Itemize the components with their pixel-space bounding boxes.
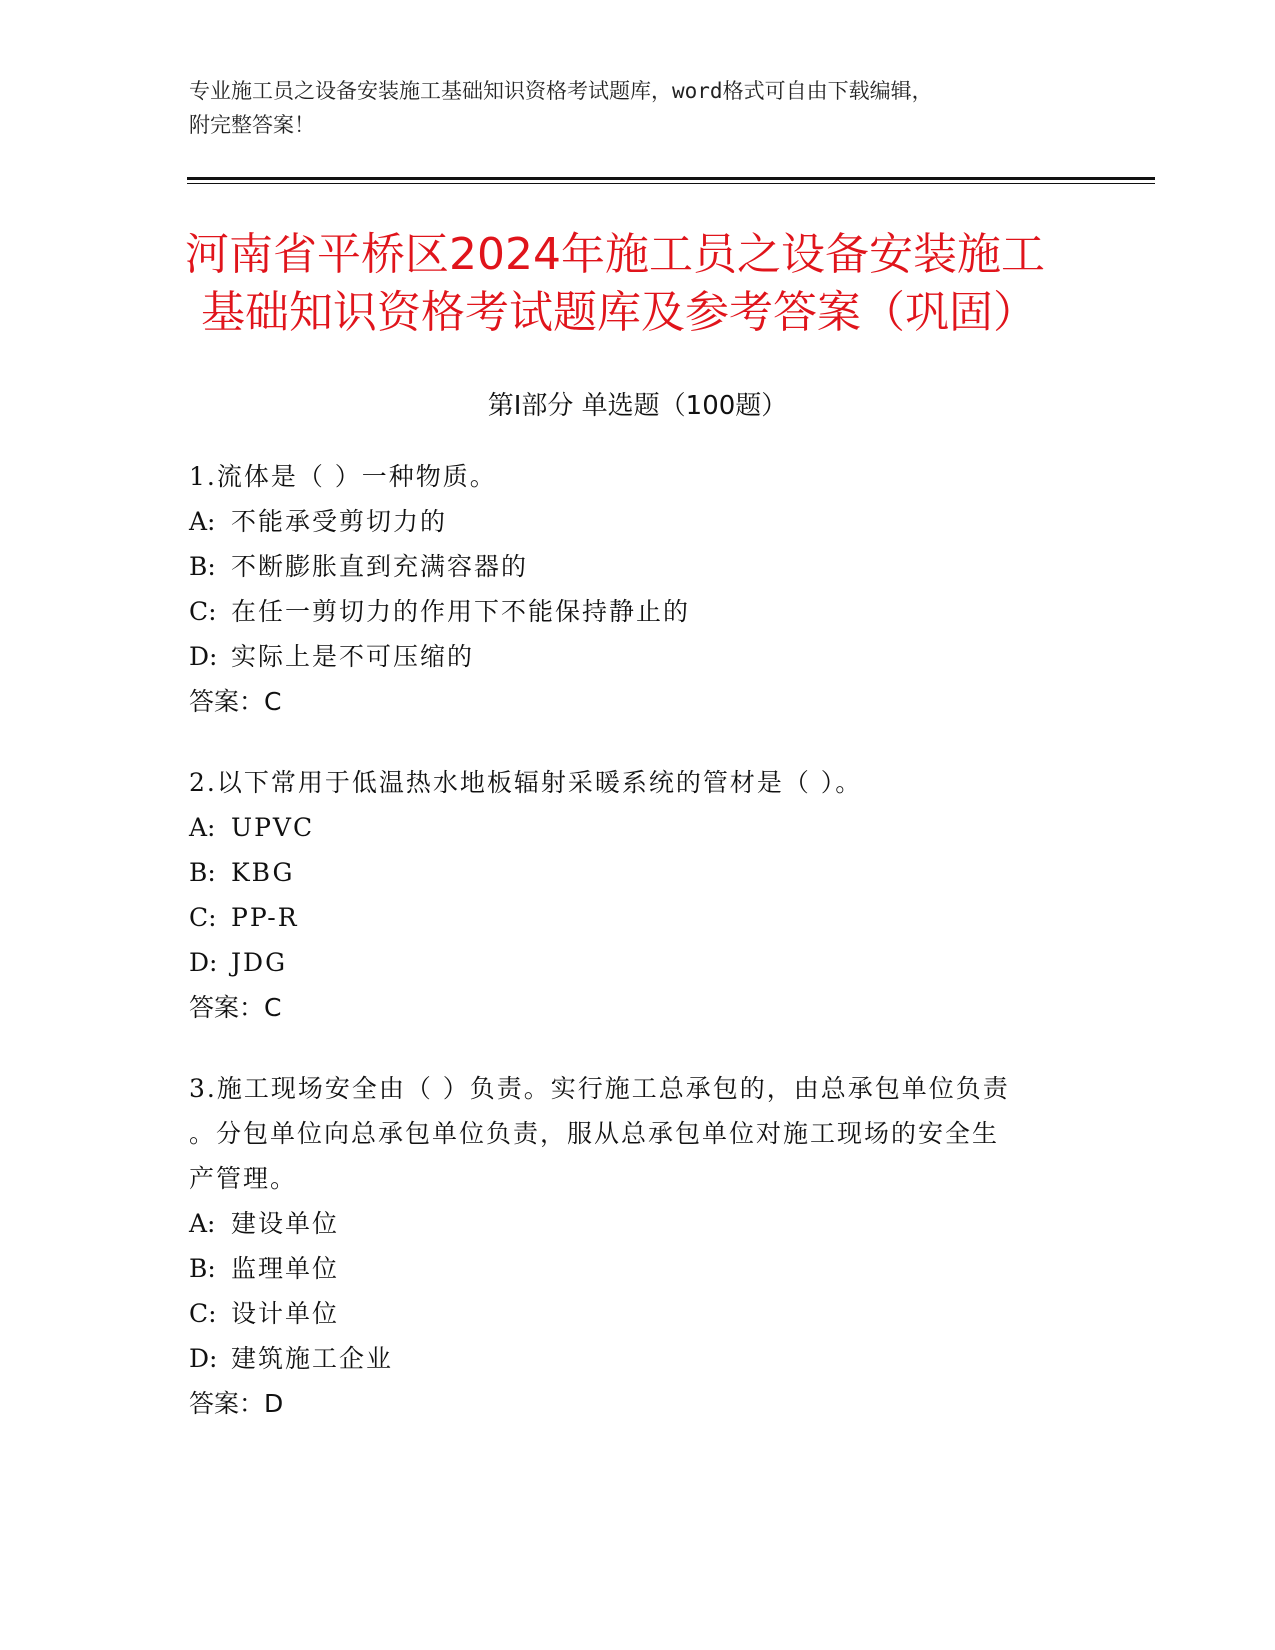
option-key: C:: [189, 903, 217, 932]
option-b: [189, 1246, 1089, 1291]
option-key: C:: [189, 1299, 217, 1328]
option-text: UPVC: [231, 813, 315, 842]
option-a: [189, 805, 1089, 850]
option-d: [189, 1336, 1089, 1381]
option-text: JDG: [231, 948, 288, 977]
option-key: B:: [189, 1254, 216, 1283]
title-line: 基础知识资格考试题库及参考答案（巩固）: [201, 287, 1037, 338]
section-heading: 第Ⅰ部分 单选题（100题）: [487, 391, 788, 421]
option-key: D:: [189, 1344, 218, 1373]
option-c: [189, 1291, 1089, 1336]
question-stem: 。分包单位向总承包单位负责，服从总承包单位对施工现场的安全生: [189, 1119, 1000, 1148]
option-key: A:: [189, 507, 216, 536]
option-key: A:: [189, 813, 216, 842]
option-c: [189, 895, 1089, 940]
header-rule-thick: [187, 177, 1155, 180]
option-key: D:: [189, 948, 218, 977]
option-key: A:: [189, 1209, 216, 1238]
option-b: [189, 850, 1089, 895]
option-text: 不断膨胀直到充满容器的: [231, 552, 529, 581]
answer: 答案：C: [189, 687, 282, 716]
intro-text: [189, 74, 1089, 142]
question-3: [189, 1066, 1089, 1426]
option-a: [189, 499, 1089, 544]
option-b: [189, 544, 1089, 589]
question-stem: 2.以下常用于低温热水地板辐射采暖系统的管材是（ ）。: [189, 768, 863, 797]
intro-line: 专业施工员之设备安装施工基础知识资格考试题库，word格式可自由下载编辑，: [189, 79, 933, 103]
question-stem: 1.流体是（ ）一种物质。: [189, 462, 497, 491]
option-d: [189, 634, 1089, 679]
option-text: PP-R: [231, 903, 299, 932]
option-text: 不能承受剪切力的: [231, 507, 448, 536]
option-text: 建设单位: [231, 1209, 340, 1238]
question-stem: 产管理。: [189, 1164, 298, 1193]
option-text: KBG: [231, 858, 295, 887]
option-key: B:: [189, 552, 216, 581]
option-text: 监理单位: [231, 1254, 340, 1283]
option-key: C:: [189, 597, 217, 626]
option-c: [189, 589, 1089, 634]
document-title: [185, 226, 1125, 342]
answer: 答案：D: [189, 1389, 284, 1418]
question-stem: 3.施工现场安全由（ ）负责。实行施工总承包的，由总承包单位负责: [189, 1074, 1010, 1103]
option-key: D:: [189, 642, 218, 671]
title-line: 河南省平桥区2024年施工员之设备安装施工: [185, 229, 1045, 280]
option-key: B:: [189, 858, 216, 887]
option-d: [189, 940, 1089, 985]
option-text: 实际上是不可压缩的: [231, 642, 475, 671]
option-text: 在任一剪切力的作用下不能保持静止的: [231, 597, 691, 626]
question-1: [189, 454, 1089, 724]
answer: 答案：C: [189, 993, 282, 1022]
option-text: 设计单位: [231, 1299, 340, 1328]
header-rule-thin: [187, 183, 1155, 184]
option-text: 建筑施工企业: [231, 1344, 394, 1373]
question-2: [189, 760, 1089, 1030]
option-a: [189, 1201, 1089, 1246]
intro-line: 附完整答案！: [189, 113, 315, 137]
